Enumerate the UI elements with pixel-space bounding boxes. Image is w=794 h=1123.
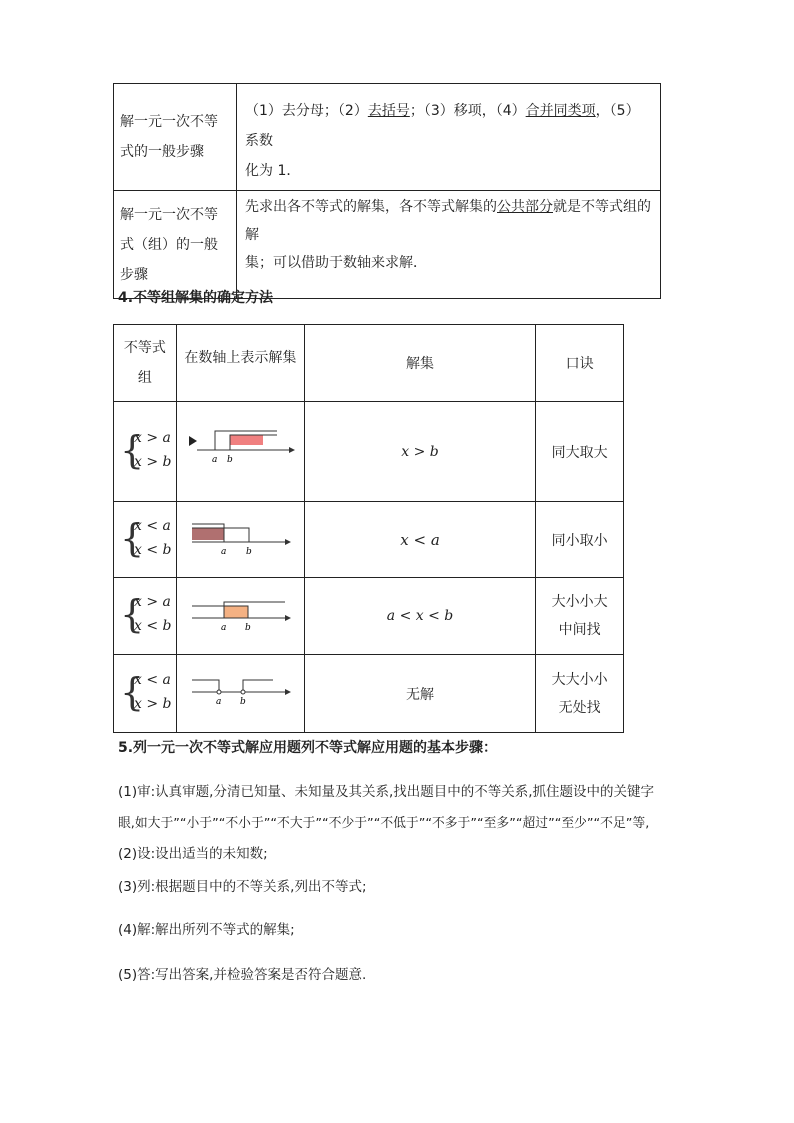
number-line-cell	[176, 402, 304, 502]
steps-row-1-text-d: 化为 1．	[245, 163, 301, 179]
rhyme-text: 同大取大	[536, 402, 624, 502]
steps-row-2-text-b: 就是不等式组的解	[245, 199, 651, 243]
ineq-line-2: x < b	[134, 541, 172, 558]
number-line-diagram	[177, 584, 304, 644]
solution-shade	[230, 435, 263, 445]
header-group-line1: 不等式	[123, 340, 166, 356]
header-inequality-group	[114, 325, 177, 402]
steps-row-1-label-line1: 解一元一次不等	[120, 114, 218, 130]
solution-row	[114, 502, 624, 578]
step-1-line-2: 眼,如大于”“小于”“不小于”“不大于”“不少于”“不低于”“不多于”“至多”“超过”“至少”“不足”等,	[118, 816, 650, 831]
ineq-line-1: x > a	[134, 594, 171, 610]
axis-label-b: b	[244, 623, 251, 633]
number-line-cell	[176, 655, 304, 733]
step-1-line-1: (1)审:认真审题,分清已知量、未知量及其关系,找出题目中的不等关系,抓住题设中的关键字	[118, 784, 655, 800]
number-line-diagram	[177, 420, 304, 480]
solution-shade	[192, 528, 224, 540]
step-4: (4)解:解出所列不等式的解集;	[118, 922, 295, 938]
header-group-line2: 组	[137, 370, 152, 386]
axis-label-b: b	[226, 454, 233, 465]
step-2: (2)设:设出适当的未知数;	[118, 846, 268, 862]
inequality-system: { x < a x < b	[114, 502, 177, 578]
steps-row-2-underline: 公共部分	[497, 199, 553, 215]
ineq-line-1: x < a	[134, 671, 171, 688]
rhyme-cell	[536, 655, 624, 733]
inequality-system: { x < a x > b	[114, 655, 177, 733]
number-line-cell	[176, 578, 304, 655]
solution-row	[114, 578, 624, 655]
open-point-b	[241, 690, 245, 694]
inequality-system: { x > a x < b	[114, 578, 177, 655]
rhyme-line-2: 无处找	[558, 699, 601, 716]
section-5-title: 5.列一元一次不等式解应用题列不等式解应用题的基本步骤：	[118, 740, 498, 756]
axis-label-a: a	[211, 454, 218, 465]
ineq-line-2: x < b	[134, 618, 172, 634]
steps-row-2-text-c: 集；可以借助于数轴来求解．	[245, 255, 427, 271]
steps-row-1-text-c: ，（5）系数	[245, 103, 640, 149]
axis-label-b: b	[245, 546, 252, 557]
solution-row	[114, 655, 624, 733]
arrow-left-marker	[189, 436, 197, 446]
solution-table	[113, 324, 624, 733]
steps-row-1-text-a: （1）去分母；（2）	[245, 103, 368, 119]
steps-row-2-content	[237, 191, 661, 299]
rhyme-line-1: 大小小大	[551, 594, 608, 610]
ineq-line-2: x > b	[134, 695, 172, 712]
solution-row	[114, 402, 624, 502]
header-rhyme: 口诀	[536, 325, 624, 402]
rhyme-line-1: 大大小小	[551, 671, 608, 688]
ineq-line-2: x > b	[134, 453, 172, 470]
ineq-line-1: x < a	[134, 517, 171, 534]
number-line-diagram	[177, 510, 304, 566]
axis-label-b: b	[239, 696, 246, 707]
solution-shade	[224, 606, 248, 618]
solution-text: x > b	[304, 402, 535, 502]
steps-row-1-content	[237, 84, 661, 191]
rhyme-line-2: 中间找	[558, 622, 601, 638]
steps-row-2-label-line2: 式（组）的一般	[120, 236, 218, 253]
steps-row-2-label-line1: 解一元一次不等	[120, 206, 218, 223]
axis-label-a: a	[220, 623, 227, 633]
steps-row-1-label	[114, 84, 237, 191]
steps-row-2-text-a: 先求出各不等式的解集，各不等式解集的	[245, 199, 497, 215]
header-solution: 解集	[304, 325, 535, 402]
number-line-cell	[176, 502, 304, 578]
inequality-system: { x > a x > b	[114, 402, 177, 502]
steps-row-2-label	[114, 191, 237, 299]
axis-label-a: a	[215, 696, 222, 707]
header-number-line: 在数轴上表示解集	[176, 325, 304, 402]
section-4-title: 4.不等组解集的确定方法	[118, 290, 274, 306]
rhyme-text: 同小取小	[536, 502, 624, 578]
step-5: (5)答:写出答案,并检验答案是否符合题意.	[118, 967, 367, 983]
solution-text: a < x < b	[304, 578, 535, 655]
solution-text: 无解	[304, 655, 535, 733]
number-line-diagram	[177, 662, 304, 722]
steps-row-1-text-b: ；（3）移项，（4）	[409, 103, 526, 119]
steps-row-1-label-line2: 式的一般步骤	[120, 144, 204, 160]
steps-table	[113, 83, 661, 299]
steps-row-1-underline-1: 去括号	[367, 103, 410, 119]
open-point-a	[217, 690, 221, 694]
axis-label-a: a	[220, 546, 227, 557]
step-3: (3)列:根据题目中的不等关系,列出不等式;	[118, 879, 367, 895]
ineq-line-1: x > a	[134, 429, 171, 446]
solution-text: x < a	[304, 502, 535, 578]
steps-row-2-label-line3: 步骤	[120, 266, 148, 283]
rhyme-cell	[536, 578, 624, 655]
steps-row-1-underline-2: 合并同类项	[525, 103, 596, 119]
